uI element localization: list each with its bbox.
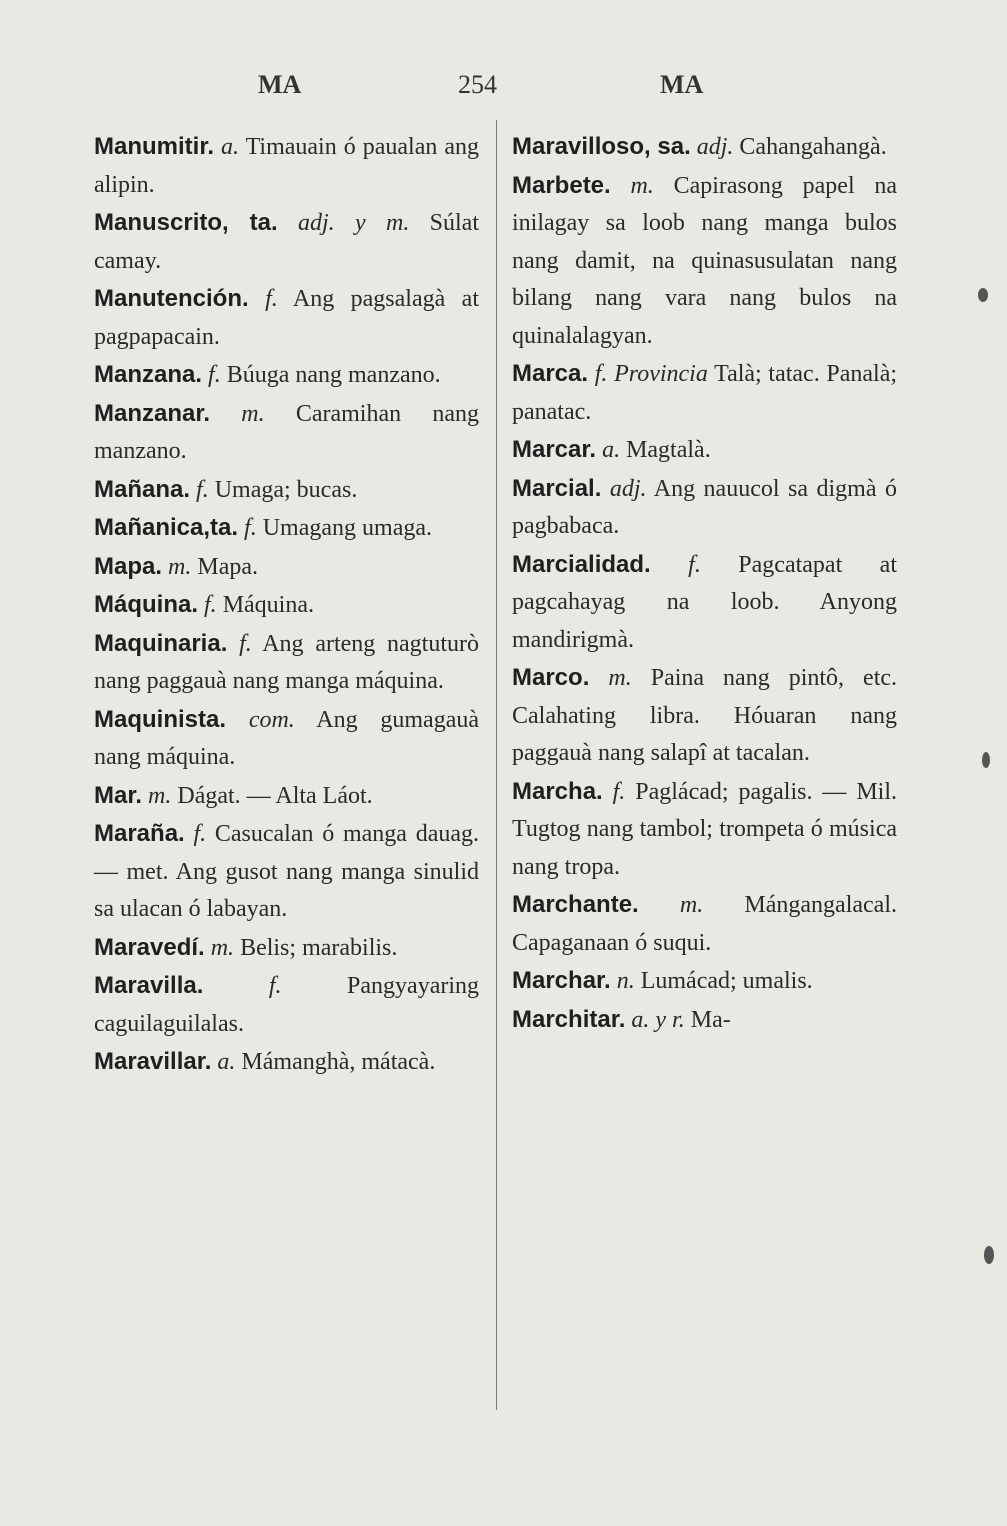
entry-definition: Cahangahangà. [733, 134, 887, 160]
entry-grammar: adj. [609, 475, 647, 502]
entry-grammar: f. [196, 476, 209, 503]
entry-grammar: m. [679, 892, 704, 918]
entry-grammar: m. [241, 400, 265, 427]
entry-definition: Timauain ó paualan ang alipin. [94, 134, 480, 198]
dictionary-entry [512, 1001, 897, 1040]
entry-grammar: m. [168, 553, 192, 580]
entry-grammar: f. [204, 592, 217, 618]
entry-grammar: f. [268, 973, 282, 999]
dictionary-entry [512, 659, 897, 773]
dictionary-entry [512, 886, 897, 962]
entry-grammar: com. [248, 706, 295, 733]
entry-grammar: m. [608, 665, 632, 691]
dictionary-entry [512, 431, 897, 470]
entry-headword: Mañana. [94, 475, 191, 503]
entry-definition: Talà; tatac. Panalà; panatac. [512, 361, 898, 425]
entry-headword: Marcar. [512, 436, 597, 463]
entry-headword: Maraña. [94, 820, 185, 847]
entry-headword: Marcha. [512, 777, 603, 805]
entry-definition: Ang gumagauà nang máquina. [94, 706, 480, 770]
entry-definition: Casucalan ó manga dauag. — met. Ang gusot nang manga sinulid sa ulacan ó labayan. [94, 821, 480, 922]
entry-definition: Mapa. [191, 553, 259, 580]
entry-definition: Lumácad; umalis. [634, 968, 813, 994]
entry-definition: Ang pagsalagà at pagpapacain. [94, 286, 480, 350]
entry-headword: Mañanica,ta. [94, 514, 239, 541]
entry-definition: Ang arteng nagtuturò nang paggauà nang manga máquina. [94, 630, 480, 694]
ink-spot [982, 752, 990, 768]
dictionary-entry [94, 586, 479, 625]
entry-headword: Maravedí. [94, 933, 205, 961]
entry-grammar: f. Provincia [594, 361, 708, 387]
entry-definition: Paglácad; pagalis. — Mil. Tugtog nang tambol; trompeta ó música nang tropa. [512, 778, 897, 880]
entry-grammar: a. [221, 134, 240, 160]
dictionary-entry [94, 395, 479, 471]
left-guide-word: MA [258, 70, 302, 99]
dictionary-entry [94, 509, 479, 548]
dictionary-entry [94, 356, 479, 395]
entry-definition: Paina nang pintô, etc. Calahating libra. Hóuaran nang paggauà nang salapî at tacalan. [512, 665, 898, 766]
entry-definition: Mámanghà, mátacà. [235, 1049, 436, 1075]
entry-definition: Umaga; bucas. [208, 476, 358, 503]
dictionary-entry [94, 929, 479, 968]
entry-headword: Mar. [94, 781, 143, 809]
ink-spot [978, 288, 988, 302]
dictionary-entry [512, 470, 897, 546]
dictionary-entry [94, 280, 479, 356]
ink-spot [984, 1246, 994, 1264]
dictionary-entry [94, 128, 479, 204]
left-column [94, 128, 479, 1082]
dictionary-entry [512, 355, 897, 431]
entry-grammar: a. [217, 1049, 236, 1075]
entry-headword: Marcialidad. [512, 550, 651, 578]
entry-grammar: m. [210, 934, 235, 961]
entry-headword: Maravillar. [94, 1048, 212, 1075]
entry-headword: Marcial. [512, 474, 602, 502]
entry-definition: Pagcatapat at pagcahayag na loob. Anyong mandirigmà. [512, 551, 898, 653]
entry-definition: Dágat. — Alta Láot. [171, 782, 373, 809]
entry-headword: Manuscrito, ta. [94, 209, 278, 236]
entry-headword: Maravilloso, sa. [512, 133, 691, 160]
dictionary-entry [512, 546, 897, 660]
dictionary-entry [94, 815, 479, 929]
entry-grammar: a. [602, 437, 621, 463]
entry-grammar: adj. y m. [298, 210, 410, 236]
entry-definition: Capirasong papel na inilagay sa loob nang manga bulos nang damit, na quinasusulatan nang bilang nang vara nang bulos na quinalalagyan. [512, 172, 898, 349]
entry-headword: Maquinaria. [94, 629, 228, 657]
dictionary-entry [94, 548, 479, 587]
entry-headword: Manutención. [94, 285, 249, 312]
entry-grammar: f. [208, 362, 221, 388]
entry-headword: Marco. [512, 664, 590, 691]
page-header [0, 70, 1007, 114]
entry-grammar: f. [265, 286, 278, 312]
entry-headword: Manumitir. [94, 133, 215, 160]
entry-definition: Máquina. [216, 592, 314, 618]
entry-definition: Belis; marabilis. [234, 934, 398, 961]
entry-grammar: f. [688, 551, 701, 578]
entry-definition: Mángangalacal. Capaganaan ó suqui. [512, 892, 898, 956]
entry-headword: Manzana. [94, 361, 203, 388]
entry-grammar: m. [148, 782, 172, 809]
entry-grammar: adj. [696, 134, 734, 160]
entry-grammar: f. [612, 778, 626, 805]
entry-headword: Marca. [512, 360, 589, 387]
entry-definition: Ma- [684, 1006, 731, 1033]
dictionary-entry [94, 471, 479, 510]
column-divider [496, 120, 497, 1410]
entry-grammar: a. y r. [631, 1006, 685, 1033]
entry-definition: Búuga nang manzano. [220, 362, 441, 388]
dictionary-entry [94, 701, 479, 777]
dictionary-entry [94, 1043, 479, 1082]
entry-definition: Pangyayaring caguilaguilalas. [94, 973, 480, 1037]
entry-headword: Maravilla. [94, 972, 204, 999]
entry-headword: Manzanar. [94, 399, 211, 427]
dictionary-entry [512, 128, 897, 167]
entry-grammar: n. [616, 968, 635, 994]
entry-headword: Marbete. [512, 171, 611, 199]
entry-headword: Marchante. [512, 891, 639, 918]
entry-headword: Máquina. [94, 591, 199, 618]
entry-definition: Umagang umaga. [256, 515, 432, 541]
entry-headword: Marchitar. [512, 1005, 626, 1033]
page-number: 254 [458, 70, 497, 99]
entry-grammar: f. [193, 821, 207, 847]
dictionary-entry [94, 967, 479, 1043]
right-column [512, 128, 897, 1039]
entry-grammar: m. [630, 172, 654, 199]
dictionary-entry [512, 167, 897, 356]
entry-definition: Ang nauucol sa digmà ó pagbabaca. [512, 475, 897, 539]
right-guide-word: MA [660, 70, 704, 99]
entry-headword: Maquinista. [94, 705, 227, 733]
dictionary-entry [94, 777, 479, 816]
dictionary-entry [94, 204, 479, 280]
dictionary-entry [94, 625, 479, 701]
dictionary-entry [512, 773, 897, 887]
entry-headword: Marchar. [512, 967, 611, 994]
entry-definition: Súlat camay. [94, 210, 479, 274]
dictionary-entry [512, 962, 897, 1001]
entry-headword: Mapa. [94, 552, 163, 580]
entry-definition: Caramihan nang manzano. [94, 400, 479, 464]
entry-grammar: f. [239, 630, 252, 657]
entry-definition: Magtalà. [620, 437, 711, 463]
entry-grammar: f. [244, 515, 257, 541]
